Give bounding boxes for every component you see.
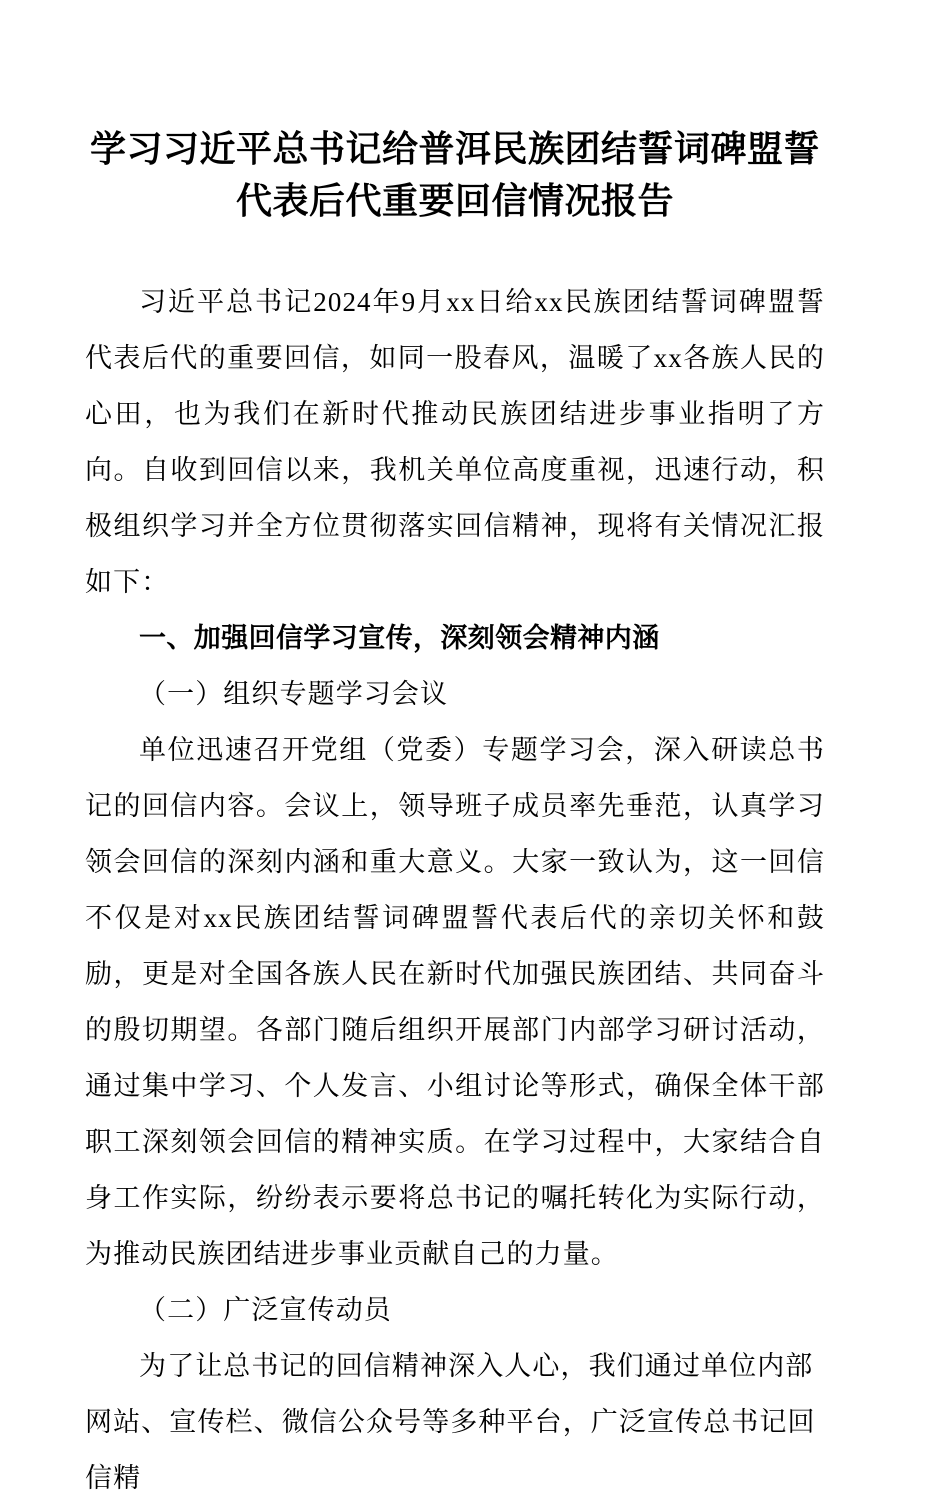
subsection-heading-1-2: （二）广泛宣传动员 bbox=[139, 1295, 392, 1325]
paragraph-publicity: 为了让总书记的回信精神深入人心，我们通过单位内部网站、宣传栏、微信公众号等多种平台，广泛宣传总书记回信精 bbox=[85, 1351, 816, 1493]
title-spacer bbox=[85, 227, 825, 274]
paragraph-study-meeting: 单位迅速召开党组（党委）专题学习会，深入研读总书记的回信内容。会议上，领导班子成员率先垂范，认真学习领会回信的深刻内涵和重大意义。大家一致认为，这一回信不仅是对xx民族团结誓词碑盟誓代表后代的亲切关怀和鼓励，更是对全国各族人民在新时代加强民族团结、共同奋斗的殷切期望。各部门随后组织开展部门内部学习研讨活动，通过集中学习、个人发言、小组讨论等形式，确保全体干部职工深刻领会回信的精神实质。在学习过程中，大家结合自身工作实际，纷纷表示要将总书记的嘱托转化为实际行动，为推动民族团结进步事业贡献自己的力量。 bbox=[85, 735, 825, 1269]
paragraph-intro: 习近平总书记2024年9月xx日给xx民族团结誓词碑盟誓代表后代的重要回信，如同一股春风，温暖了xx各族人民的心田，也为我们在新时代推动民族团结进步事业指明了方向。自收到回信以来，我机关单位高度重视，迅速行动，积极组织学习并全方位贯彻落实回信精神，现将有关情况汇报如下： bbox=[85, 287, 825, 597]
subsection-heading-1-1: （一）组织专题学习会议 bbox=[139, 679, 449, 709]
document-body bbox=[85, 0, 825, 1506]
page-title: 学习习近平总书记给普洱民族团结誓词碑盟誓代表后代重要回信情况报告 bbox=[89, 129, 820, 221]
section-heading-1: 一、加强回信学习宣传，深刻领会精神内涵 bbox=[139, 623, 660, 653]
